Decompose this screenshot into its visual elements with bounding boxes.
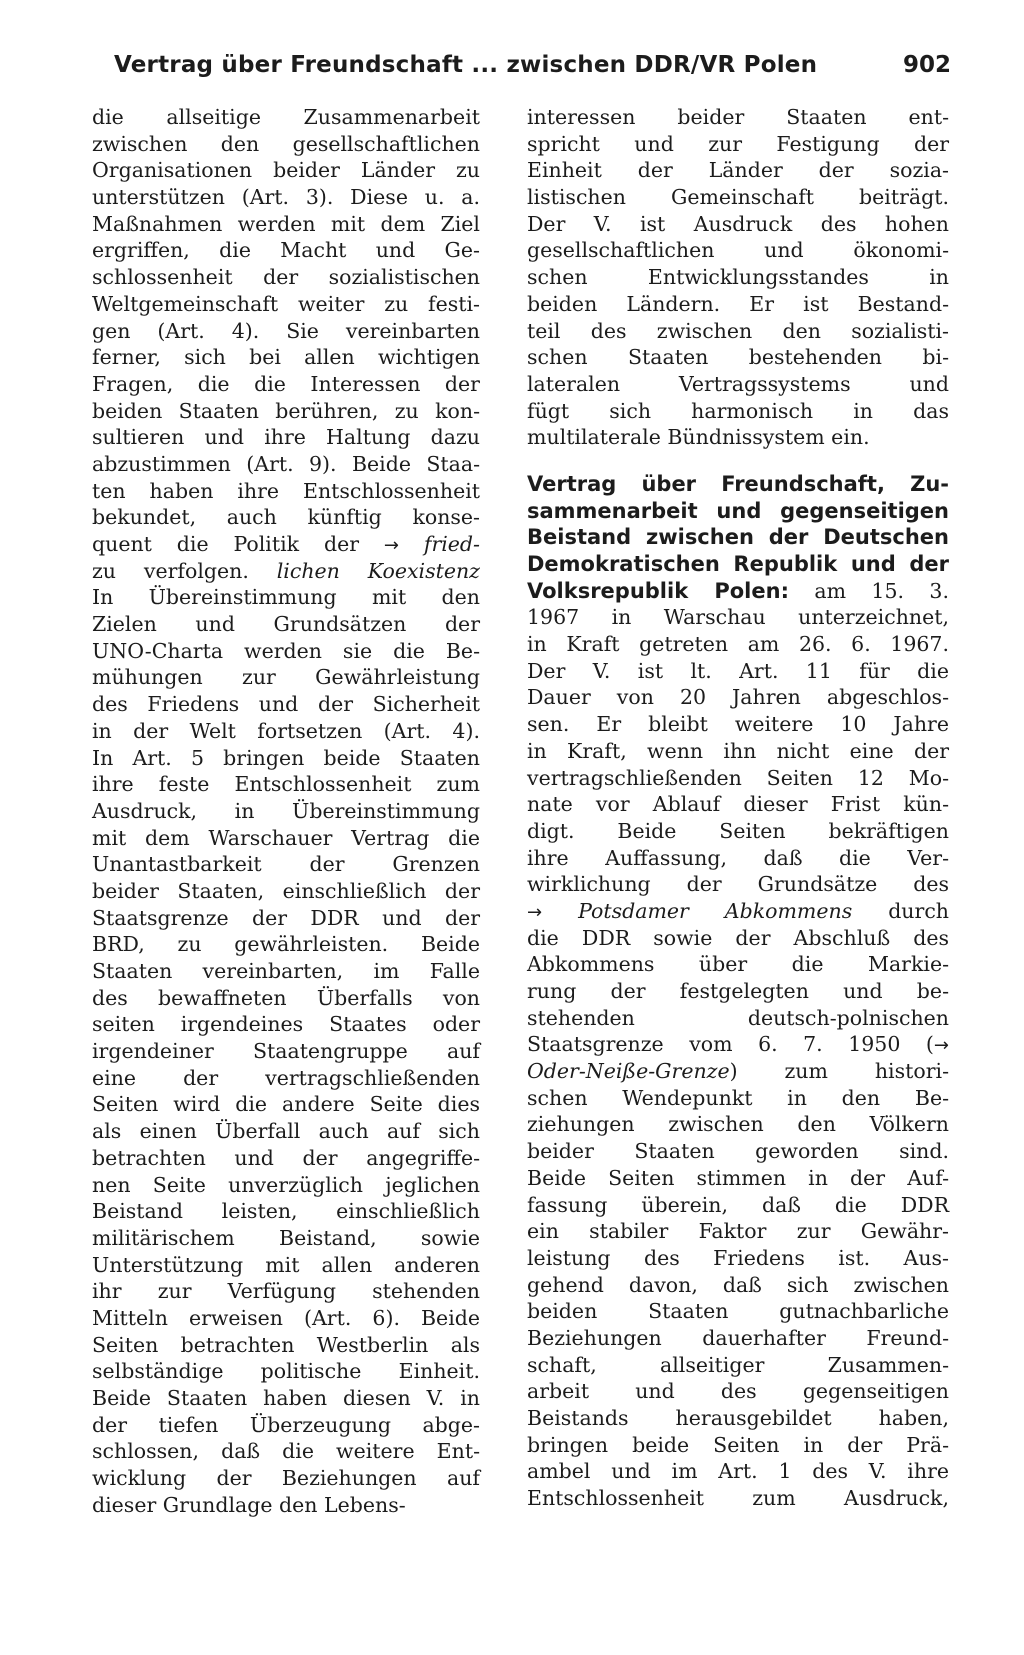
text-line [92, 1118, 480, 1145]
text-line [527, 1005, 949, 1032]
text-line [92, 611, 480, 638]
line-text: beiden Staaten gutnachbarliche [527, 1299, 949, 1324]
line-text: unterstützen (Art. 3). Diese u. a. [92, 185, 480, 210]
text-line [527, 471, 949, 498]
line-text: fügt sich harmonisch in das [527, 398, 949, 423]
text-line [92, 1412, 480, 1439]
text-line [92, 1332, 480, 1359]
text-line [92, 985, 480, 1012]
text-line [92, 398, 480, 425]
line-text: sen. Er bleibt weitere 10 Jahre [527, 712, 949, 737]
text-line [527, 424, 949, 451]
text-line [527, 1485, 949, 1512]
line-text: teil des zwischen den sozialisti- [527, 318, 949, 343]
line-text: seiten irgendeines Staates oder [92, 1012, 480, 1037]
line-text: Entschlossenheit zum Ausdruck, [527, 1486, 949, 1511]
line-text: des bewaffneten Überfalls von [92, 985, 480, 1010]
text-line [527, 1405, 949, 1432]
entry-heading: Volksrepublik Polen: [527, 578, 789, 603]
paragraph-gap [527, 451, 949, 471]
text-line [527, 1298, 949, 1325]
line-text: Zielen und Grundsätzen der [92, 612, 480, 637]
line-text: Seiten wird die andere Seite dies [92, 1092, 480, 1117]
line-text: in Kraft, wenn ihn nicht eine der [527, 738, 949, 763]
text-line [92, 558, 480, 585]
text-line [527, 631, 949, 658]
text-line [527, 951, 949, 978]
line-text: ihr zur Verfügung stehenden [92, 1279, 480, 1304]
line-text: gehend davon, daß sich zwischen [527, 1272, 949, 1297]
line-text: wicklung der Beziehungen auf [92, 1466, 480, 1491]
line-text: Mitteln erweisen (Art. 6). Beide [92, 1305, 480, 1330]
text-line [92, 1385, 480, 1412]
cross-reference-arrow: → [527, 901, 543, 923]
text-line [527, 1218, 949, 1245]
cross-reference-term: Oder-Neiße-Grenze [527, 1059, 730, 1084]
line-text: Maßnahmen werden mit dem Ziel [92, 211, 480, 236]
text-line [92, 825, 480, 852]
text-line [92, 1492, 480, 1519]
line-text: beider Staaten, einschließlich der [92, 878, 480, 903]
text-line [92, 264, 480, 291]
text-line [92, 1358, 480, 1385]
text-line [527, 498, 949, 525]
text-line [92, 1038, 480, 1065]
text-line [527, 524, 949, 551]
text-line [527, 371, 949, 398]
running-head: Vertrag über Freundschaft ... zwischen DDR/VR Polen [114, 52, 818, 78]
text-line [92, 184, 480, 211]
text-line [92, 718, 480, 745]
line-text: schlossenheit der sozialistischen [92, 265, 480, 290]
text-line [92, 798, 480, 825]
text-line [527, 1272, 949, 1299]
line-text: am 15. 3. [814, 578, 949, 603]
text-line [92, 104, 480, 131]
line-text: gesellschaftlichen und ökonomi- [527, 238, 949, 263]
line-text: zu verfolgen. [92, 558, 249, 583]
line-text: betrachten und der angegriffe- [92, 1145, 480, 1170]
line-text: Seiten betrachten Westberlin als [92, 1332, 480, 1357]
line-text: beiden Staaten berühren, zu kon- [92, 398, 480, 423]
text-line [527, 157, 949, 184]
text-line [527, 398, 949, 425]
text-line [527, 344, 949, 371]
text-line [92, 1065, 480, 1092]
line-text: ten haben ihre Entschlossenheit [92, 478, 480, 503]
line-text: bringen beide Seiten in der Prä- [527, 1432, 949, 1457]
line-text: 1967 in Warschau unterzeichnet, [527, 605, 949, 630]
text-line [92, 745, 480, 772]
entry-heading: Demokratischen Republik und der [527, 552, 949, 576]
line-text: sultieren und ihre Haltung dazu [92, 425, 480, 450]
text-line [527, 1085, 949, 1112]
line-text: der tiefen Überzeugung abge- [92, 1412, 480, 1437]
text-line [92, 1252, 480, 1279]
page-header [114, 48, 951, 88]
line-text: durch [888, 898, 949, 923]
text-line [92, 1278, 480, 1305]
text-line [527, 1031, 949, 1058]
text-line [527, 1352, 949, 1379]
text-line [92, 211, 480, 238]
text-line [92, 371, 480, 398]
text-line [92, 157, 480, 184]
line-text: gen (Art. 4). Sie vereinbarten [92, 318, 480, 343]
entry-heading: Vertrag über Freundschaft, Zu- [527, 471, 949, 496]
left-column [92, 104, 480, 1518]
text-line [92, 291, 480, 318]
text-line [92, 424, 480, 451]
text-line [527, 264, 949, 291]
line-text: Beistands herausgebildet haben, [527, 1406, 949, 1430]
line-text: Staatsgrenze der DDR und der [92, 905, 480, 930]
line-text: In Art. 5 bringen beide Staaten [92, 745, 480, 770]
text-line [92, 1305, 480, 1332]
line-text: ergriffen, die Macht und Ge- [92, 238, 480, 263]
text-line [92, 771, 480, 798]
line-text: eine der vertragschließenden [92, 1065, 480, 1090]
text-line [92, 664, 480, 691]
text-line [92, 1011, 480, 1038]
text-line [92, 905, 480, 932]
line-text: Beziehungen dauerhafter Freund- [527, 1325, 949, 1350]
text-line [92, 504, 480, 531]
entry-heading: sammenarbeit und gegenseitigen [527, 498, 949, 523]
text-line [92, 584, 480, 611]
line-text: wirklichung der Grundsätze des [527, 872, 949, 897]
text-line [92, 931, 480, 958]
text-line [92, 878, 480, 905]
text-line [527, 1138, 949, 1165]
text-line [527, 658, 949, 685]
line-text: schen Staaten bestehenden bi- [527, 345, 949, 370]
text-line [92, 1198, 480, 1225]
text-line [92, 1438, 480, 1465]
cross-reference-arrow: → [383, 535, 399, 556]
entry-heading: Beistand zwischen der Deutschen [527, 525, 949, 550]
line-text: Beide Seiten stimmen in der Auf- [527, 1165, 949, 1190]
text-line [527, 578, 949, 605]
line-text: militärischem Beistand, sowie [92, 1225, 480, 1250]
text-line [527, 978, 949, 1005]
text-line [527, 898, 949, 925]
text-line [527, 684, 949, 711]
line-text: beiden Ländern. Er ist Bestand- [527, 291, 949, 316]
text-line [527, 131, 949, 158]
line-text: die DDR sowie der Abschluß des [527, 925, 949, 950]
text-line [92, 131, 480, 158]
text-line [527, 104, 949, 131]
text-line [527, 1245, 949, 1272]
text-line [92, 344, 480, 371]
line-text: in der Welt fortsetzen (Art. 4). [92, 718, 480, 743]
text-line [527, 818, 949, 845]
line-text: abzustimmen (Art. 9). Beide Staa- [92, 451, 480, 476]
line-text: listischen Gemeinschaft beiträgt. [527, 185, 949, 210]
text-line [92, 691, 480, 718]
line-text: stehenden deutsch-polnischen [527, 1005, 949, 1030]
cross-reference-term: lichen Koexistenz [276, 558, 480, 583]
text-line [92, 531, 480, 558]
line-text: schen Wendepunkt in den Be- [527, 1085, 949, 1110]
line-text: vertragschließenden Seiten 12 Mo- [527, 765, 949, 790]
text-line [527, 738, 949, 765]
line-text: quent die Politik der [92, 532, 360, 556]
text-line [527, 318, 949, 345]
line-text: schlossen, daß die weitere Ent- [92, 1439, 480, 1464]
line-text: Beistand leisten, einschließlich [92, 1199, 480, 1224]
text-line [527, 211, 949, 238]
text-line [527, 925, 949, 952]
text-line [92, 1172, 480, 1199]
line-text: ferner, sich bei allen wichtigen [92, 345, 480, 370]
line-text: Unterstützung mit allen anderen [92, 1252, 480, 1277]
line-text: schen Entwicklungsstandes in [527, 265, 949, 290]
text-line [527, 237, 949, 264]
text-line [527, 1192, 949, 1219]
text-line [92, 451, 480, 478]
page-number: 902 [902, 52, 951, 78]
right-column [527, 104, 949, 1512]
line-text: ihre feste Entschlossenheit zum [92, 772, 480, 797]
text-line [92, 237, 480, 264]
line-text: mit dem Warschauer Vertrag die [92, 825, 480, 850]
text-line [527, 1325, 949, 1352]
text-line [527, 551, 949, 578]
dictionary-entry [527, 471, 949, 1512]
line-text: Unantastbarkeit der Grenzen [92, 852, 480, 877]
line-text: als einen Überfall auch auf sich [92, 1119, 480, 1144]
line-text: ihre Auffassung, daß die Ver- [527, 845, 949, 870]
line-text: selbständige politische Einheit. [92, 1359, 480, 1384]
line-text: nen Seite unverzüglich jeglichen [92, 1172, 480, 1197]
line-text: Abkommens über die Markie- [527, 952, 949, 977]
cross-reference-term: Potsdamer Abkommens [578, 898, 853, 923]
line-text: Der V. ist lt. Art. 11 für die [527, 658, 949, 683]
line-text: irgendeiner Staatengruppe auf [92, 1039, 480, 1064]
line-text: digt. Beide Seiten bekräftigen [527, 818, 949, 843]
text-line [527, 711, 949, 738]
text-line [527, 184, 949, 211]
text-line [92, 1091, 480, 1118]
text-line [527, 1058, 949, 1085]
text-line [92, 478, 480, 505]
text-line [92, 1465, 480, 1492]
line-text: Der V. ist Ausdruck des hohen [527, 211, 949, 236]
line-text: Fragen, die die Interessen der [92, 371, 480, 396]
line-text: in Kraft getreten am 26. 6. 1967. [527, 632, 949, 657]
line-text: ziehungen zwischen den Völkern [527, 1112, 949, 1137]
line-text: beider Staaten geworden sind. [527, 1139, 949, 1164]
line-text: schaft, allseitiger Zusammen- [527, 1352, 949, 1377]
line-text: Staatsgrenze vom 6. 7. 1950 ( [527, 1032, 934, 1057]
text-line [92, 1225, 480, 1252]
text-line [527, 1378, 949, 1405]
cross-reference-arrow: → [933, 1035, 949, 1057]
line-text: Staaten vereinbarten, im Falle [92, 959, 480, 983]
line-text: fassung überein, daß die DDR [527, 1192, 949, 1217]
line-text: dieser Grundlage den Lebens- [92, 1492, 406, 1517]
line-text: ein stabiler Faktor zur Gewähr- [527, 1219, 949, 1244]
text-line [527, 871, 949, 898]
line-text: Dauer von 20 Jahren abgeschlos- [527, 685, 949, 710]
line-text: Organisationen beider Länder zu [92, 158, 480, 183]
line-text: In Übereinstimmung mit den [92, 585, 480, 610]
text-line [527, 1111, 949, 1138]
line-text: bekundet, auch künftig konse- [92, 505, 480, 530]
line-text: des Friedens und der Sicherheit [92, 692, 480, 717]
text-line [527, 1432, 949, 1459]
line-text: spricht und zur Festigung der [527, 131, 949, 156]
line-text: lateralen Vertragssystems und [527, 371, 949, 396]
line-text: zwischen den gesellschaftlichen [92, 131, 480, 156]
line-text: leistung des Friedens ist. Aus- [527, 1245, 949, 1270]
line-text: Beide Staaten haben diesen V. in [92, 1386, 480, 1410]
line-text: arbeit und des gegenseitigen [527, 1379, 949, 1404]
text-line [527, 791, 949, 818]
line-text: Ausdruck, in Übereinstimmung [92, 798, 480, 823]
text-line [92, 638, 480, 665]
text-line [527, 604, 949, 631]
line-text: die allseitige Zusammenarbeit [92, 105, 480, 129]
text-line [527, 1165, 949, 1192]
text-line [92, 958, 480, 985]
line-text: rung der festgelegten und be- [527, 979, 949, 1003]
text-line [92, 318, 480, 345]
line-text: interessen beider Staaten ent- [527, 105, 949, 129]
line-text: Weltgemeinschaft weiter zu festi- [92, 291, 480, 316]
line-text: ) zum histori- [729, 1059, 949, 1084]
line-text: nate vor Ablauf dieser Frist kün- [527, 792, 949, 817]
text-line [527, 845, 949, 872]
line-text: Einheit der Länder der sozia- [527, 158, 949, 183]
line-text: ambel und im Art. 1 des V. ihre [527, 1459, 949, 1484]
text-line [527, 765, 949, 792]
text-line [527, 291, 949, 318]
line-text: multilaterale Bündnissystem ein. [527, 425, 870, 450]
text-line [92, 1145, 480, 1172]
text-line [527, 1458, 949, 1485]
cross-reference-term: fried- [423, 532, 480, 556]
text-line [92, 851, 480, 878]
line-text: mühungen zur Gewährleistung [92, 665, 480, 690]
right-column-continuation [527, 104, 949, 451]
line-text: UNO-Charta werden sie die Be- [92, 638, 480, 663]
line-text: BRD, zu gewährleisten. Beide [92, 932, 480, 957]
